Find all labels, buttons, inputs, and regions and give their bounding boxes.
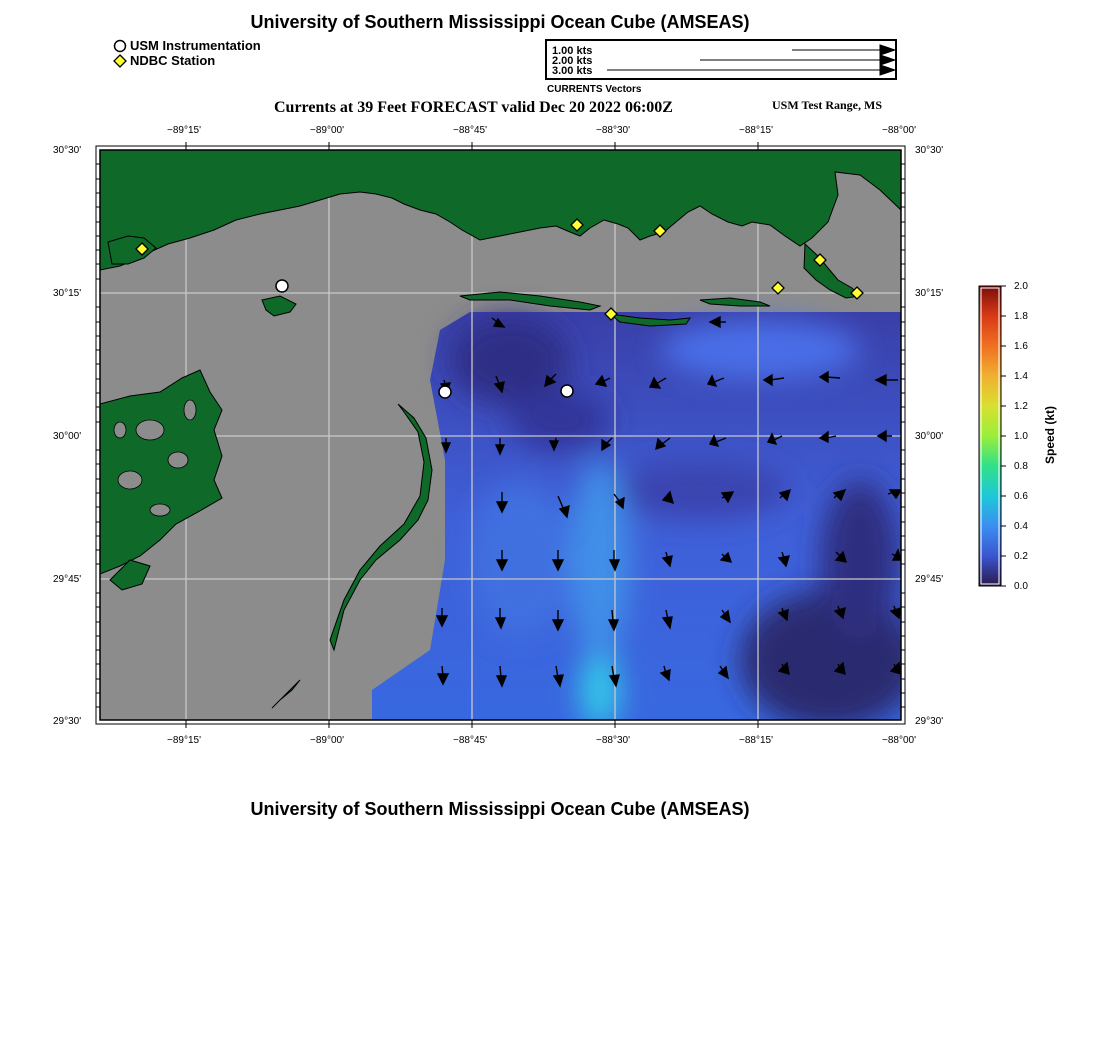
colorbar-tick: 1.0 bbox=[1014, 431, 1028, 442]
lon-tick: −89°00' bbox=[310, 125, 344, 136]
map-title: Currents at 39 Feet FORECAST valid Dec 20 2022 06:00Z bbox=[274, 99, 673, 116]
colorbar bbox=[975, 280, 1010, 592]
usm-station-icon bbox=[439, 386, 451, 398]
colorbar-tick: 0.2 bbox=[1014, 551, 1028, 562]
vector-key bbox=[545, 39, 897, 80]
lat-tick: 30°00' bbox=[53, 431, 82, 442]
lat-tick: 29°45' bbox=[53, 574, 82, 585]
vector-key-entry: 2.00 kts bbox=[552, 55, 593, 67]
lon-tick: −88°45' bbox=[453, 125, 487, 136]
legend-ndbc bbox=[113, 53, 215, 68]
lat-tick: 30°30' bbox=[53, 145, 82, 156]
lon-tick: −89°15' bbox=[167, 735, 201, 746]
lat-tick: 29°30' bbox=[915, 716, 944, 727]
legend-usm-label: USM Instrumentation bbox=[130, 38, 261, 53]
lon-tick: −88°30' bbox=[596, 125, 630, 136]
legend-usm bbox=[113, 38, 261, 53]
lon-tick: −88°15' bbox=[739, 735, 773, 746]
top-title: University of Southern Mississippi Ocean Cube (AMSEAS) bbox=[250, 12, 750, 32]
colorbar-tick: 1.8 bbox=[1014, 311, 1028, 322]
bottom-title: University of Southern Mississippi Ocean Cube (AMSEAS) bbox=[250, 799, 750, 819]
lon-tick: −88°00' bbox=[882, 125, 916, 136]
usm-marker-icon bbox=[113, 39, 127, 53]
lat-tick: 29°45' bbox=[915, 574, 944, 585]
lat-tick: 30°15' bbox=[915, 288, 944, 299]
colorbar-label: Speed (kt) bbox=[1043, 406, 1057, 465]
lat-tick: 30°30' bbox=[915, 145, 944, 156]
colorbar-tick: 0.0 bbox=[1014, 581, 1028, 592]
current-speed-field bbox=[372, 312, 911, 728]
lon-tick: −89°00' bbox=[310, 735, 344, 746]
vector-key-arrows bbox=[547, 41, 895, 78]
colorbar-tick: 1.4 bbox=[1014, 371, 1028, 382]
colorbar-tick: 2.0 bbox=[1014, 281, 1028, 292]
lat-tick: 30°00' bbox=[915, 431, 944, 442]
lon-tick: −88°00' bbox=[882, 735, 916, 746]
range-label: USM Test Range, MS bbox=[772, 98, 883, 112]
lat-tick: 30°15' bbox=[53, 288, 82, 299]
colorbar-tick: 1.6 bbox=[1014, 341, 1028, 352]
vector-key-entry: 1.00 kts bbox=[552, 45, 593, 57]
vector-key-title: CURRENTS Vectors bbox=[547, 84, 642, 95]
usm-station-icon bbox=[276, 280, 288, 292]
lon-tick: −89°15' bbox=[167, 125, 201, 136]
lon-tick: −88°30' bbox=[596, 735, 630, 746]
ndbc-marker-icon bbox=[113, 54, 127, 68]
colorbar-tick: 0.8 bbox=[1014, 461, 1028, 472]
map-frame bbox=[93, 142, 911, 728]
colorbar-tick: 0.6 bbox=[1014, 491, 1028, 502]
lon-tick: −88°15' bbox=[739, 125, 773, 136]
legend-ndbc-label: NDBC Station bbox=[130, 53, 216, 68]
colorbar-tick: 1.2 bbox=[1014, 401, 1028, 412]
colorbar-tick: 0.4 bbox=[1014, 521, 1028, 532]
lat-tick: 29°30' bbox=[53, 716, 82, 727]
vector-key-entry: 3.00 kts bbox=[552, 65, 593, 77]
lon-tick: −88°45' bbox=[453, 735, 487, 746]
usm-station-icon bbox=[561, 385, 573, 397]
